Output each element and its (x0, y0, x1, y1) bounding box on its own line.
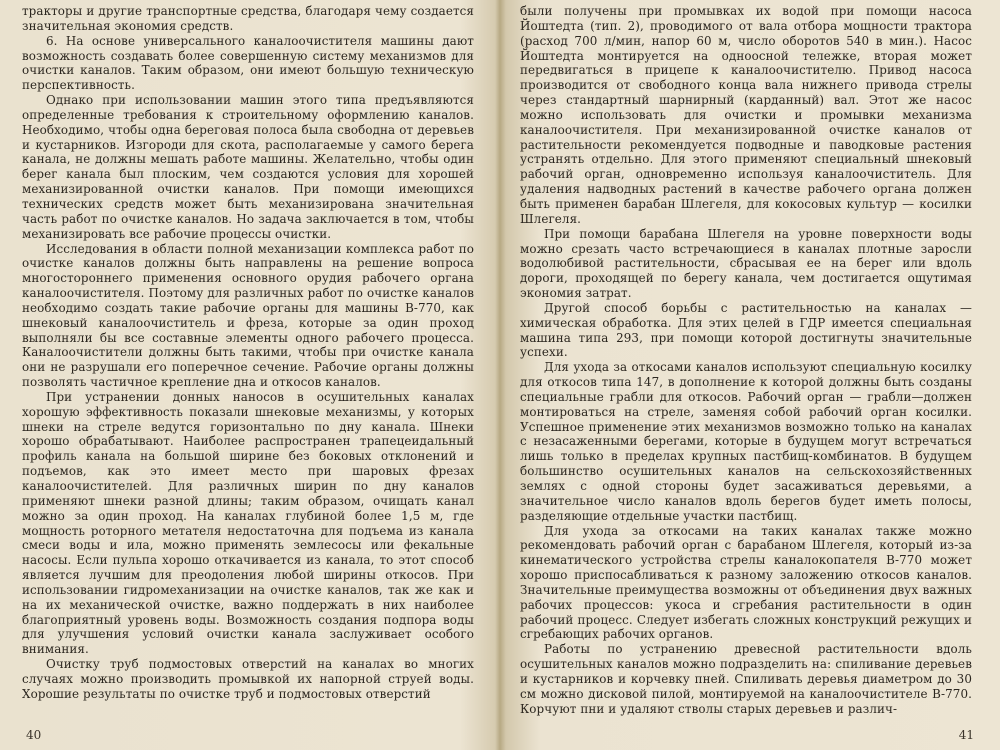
paragraph: были получены при промывках их водой при помощи насоса Йоштедта (тип. 2), проводимого от вала отбора мощности трактора (расход 700 л/мин, напор 60 м, число оборотов 540 в мин.). Насос Йоштедта монтируется на одноосной тележке, вторая может передвигаться в прицепе к каналоочистителю. Привод насоса производится от свободного конца вала нижнего привода стрелы через стандартный шарнирный (карданный) вал. Этот же насос можно использовать для очистки и промывки механизма каналоочистителя. При механизированной очистке каналов от растительности рекомендуется подводные и паводковые растения устранять отдельно. Для этого применяют специальный шнековый рабочий орган, одновременно используя каналоочиститель. Для удаления надводных растений в качестве рабочего органа должен быть применен барабан Шлегеля, для кокосовых культур — косилки Шлегеля. (520, 4, 972, 226)
page-number-left: 40 (26, 728, 42, 742)
left-page (22, 4, 474, 746)
paragraph: тракторы и другие транспортные средства, благодаря чему создается значительная экономия средств. (22, 4, 474, 33)
right-page-text (520, 4, 972, 717)
paragraph: Работы по устранению древесной растительности вдоль осушительных каналов можно подразделить на: спиливание деревьев и кустарников и корчевку пней. Спиливать деревья диаметром до 30 см можно дисковой пилой, монтируемой на каналоочистителе В-770. Корчуют пни и удаляют стволы старых деревьев и различ- (520, 642, 972, 716)
paragraph: Для ухода за откосами на таких каналах также можно рекомендовать рабочий орган с барабаном Шлегеля, который из-за кинематического устройства стрелы каналокопателя В-770 может хорошо приспосабливаться к разному заложению откосов каналов. Значительные преимущества возможны от объединения двух важных рабочих процессов: укоса и сгребания растительности в один рабочий процесс. Следует избегать сложных конструкций режущих и сгребающих рабочих органов. (520, 523, 972, 642)
paragraph: При устранении донных наносов в осушительных каналах хорошую эффективность показали шнековые механизмы, у которых шнеки на стреле ведутся горизонтально по дну канала. Шнеки хорошо обрабатывают. Наиболее распространен трапецеидальный профиль канала на большой ширине без боковых отклонений и подъемов, как это имеет место при шаровых фрезах каналоочистителей. Для различных ширин по дну каналов применяют шнеки разной длины; таким образом, очищать канал можно за один проход. На каналах глубиной более 1,5 м, где мощность роторного метателя недостаточна для подъема из канала смеси воды и ила, можно применять землесосы или фекальные насосы. Если пульпа хорошо откачивается из канала, то этот способ является лучшим для преодоления любой ширины откосов. При использовании гидромеханизации на очистке каналов, так же как и на их механической очистке, важно поддержать в них наиболее благоприятный уровень воды. Возможность создания подпора воды для улучшения условий очистки канала заслуживает особого внимания. (22, 389, 474, 657)
right-page (520, 4, 972, 746)
paragraph: Другой способ борьбы с растительностью на каналах — химическая обработка. Для этих целей в ГДР имеется специальная машина типа 293, при помощи которой достигнуты значительные успехи. (520, 300, 972, 360)
paragraph: Очистку труб подмостовых отверстий на каналах во многих случаях можно производить промывкой их напорной струей воды. Хорошие результаты по очистке труб и подмостовых отверстий (22, 657, 474, 701)
paragraph: При помощи барабана Шлегеля на уровне поверхности воды можно срезать часто встречающиеся в каналах плотные заросли водолюбивой растительности, сбрасывая ее на берег или вдоль дороги, проходящей по берегу канала, чем достигается ощутимая экономия затрат. (520, 226, 972, 301)
paragraph: Для ухода за откосами каналов используют специальную косилку для откосов типа 147, в дополнение к которой должны быть созданы специальные грабли для откосов. Рабочий орган — грабли—должен монтироваться на стреле, заменяя собой рабочий орган косилки. Успешное применение этих механизмов возможно только на каналах с незасаженными берегами, которые в будущем могут встречаться лишь только в пределах крупных пастбищ-комбинатов. В будущем большинство осушительных каналов на сельскохозяйственных землях с одной стороны будет засаживаться деревьями, а значительное число каналов вдоль берегов будет иметь полосы, разделяющие отдельные участки пастбищ. (520, 360, 972, 523)
paragraph: Исследования в области полной механизации комплекса работ по очистке каналов должны быть направлены на решение вопроса многостороннего применения основного орудия рабочего органа каналоочистителя. Поэтому для различных работ по очистке каналов необходимо создать такие рабочие органы для машины В-770, как шнековый каналоочиститель и фреза, которые за один проход выполняли бы все составные элементы одного рабочего процесса. Каналоочистители должны быть такими, чтобы при очистке канала они не разрушали его поперечное сечение. Рабочие органы должны позволять частичное крепление дна и откосов каналов. (22, 241, 474, 390)
page-number-right: 41 (958, 728, 974, 742)
paragraph: Однако при использовании машин этого типа предъявляются определенные требования к строительному оформлению каналов. Необходимо, чтобы одна береговая полоса была свободна от деревьев и кустарников. Изгороди для скота, располагаемые у самого берега канала, не должны мешать работе машины. Желательно, чтобы один берег канала был плоским, чем создаются условия для хорошей механизированной очистки каналов. При помощи имеющихся технических средств может быть механизирована значительная часть работ по очистке каналов. Но задача заключается в том, чтобы механизировать все рабочие процессы очистки. (22, 93, 474, 241)
left-page-text (22, 4, 474, 702)
paragraph: 6. На основе универсального каналоочистителя машины дают возможность создавать более совершенную систему механизмов для очистки каналов. Таким образом, они имеют большую техническую перспективность. (22, 33, 474, 93)
